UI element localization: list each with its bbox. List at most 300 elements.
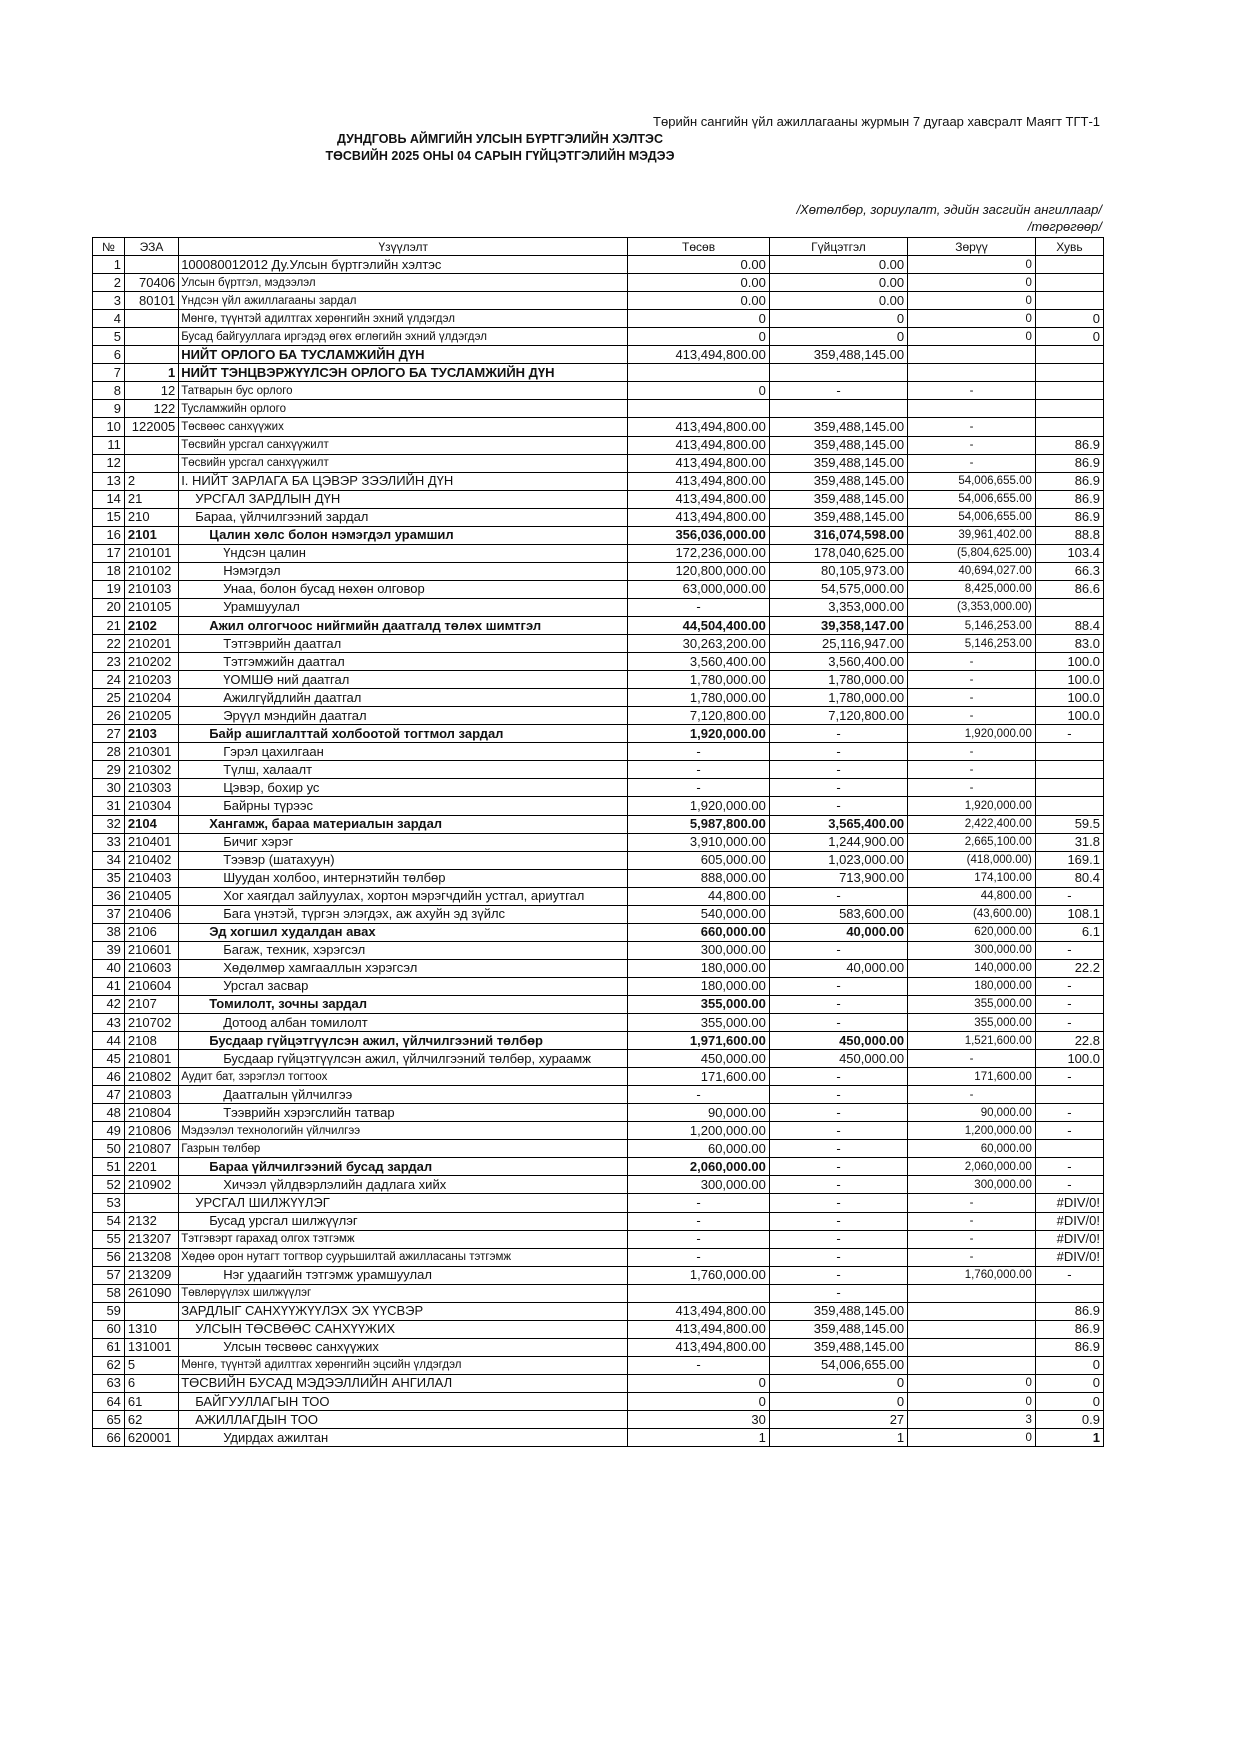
row-percent: 22.8	[1035, 1032, 1103, 1050]
row-number: 47	[93, 1086, 125, 1104]
row-budget: -	[628, 1230, 770, 1248]
row-budget: 3,910,000.00	[628, 833, 770, 851]
row-actual	[769, 364, 907, 382]
row-budget: 355,000.00	[628, 995, 770, 1013]
row-eza-code: 210	[124, 508, 178, 526]
row-difference: 54,006,655.00	[908, 490, 1036, 508]
table-row	[93, 328, 1104, 346]
table-row	[93, 598, 1104, 616]
row-number: 40	[93, 959, 125, 977]
table-row	[93, 671, 1104, 689]
table-row	[93, 761, 1104, 779]
row-number: 5	[93, 328, 125, 346]
row-percent: 83.0	[1035, 635, 1103, 653]
document-title: ДУНДГОВЬ АЙМГИЙН УЛСЫН БҮРТГЭЛИЙН ХЭЛТЭС	[337, 132, 663, 146]
row-indicator: УРСГАЛ ШИЛЖҮҮЛЭГ	[179, 1194, 628, 1212]
table-row	[93, 1068, 1104, 1086]
row-indicator: Ажилгүйдлийн даатгал	[179, 689, 628, 707]
row-budget: 30,263,200.00	[628, 635, 770, 653]
row-indicator: I. НИЙТ ЗАРЛАГА БА ЦЭВЭР ЗЭЭЛИЙН ДҮН	[179, 472, 628, 490]
row-number: 60	[93, 1320, 125, 1338]
row-indicator: Бусад урсгал шилжүүлэг	[179, 1212, 628, 1230]
document-subtitle: ТӨСВИЙН 2025 ОНЫ 04 САРЫН ГҮЙЦЭТГЭЛИЙН МЭДЭЭ	[325, 149, 675, 163]
row-percent: 80.4	[1035, 869, 1103, 887]
row-percent: 100.0	[1035, 671, 1103, 689]
table-row	[93, 1122, 1104, 1140]
row-eza-code: 80101	[124, 292, 178, 310]
row-indicator: Унаа, болон бусад нөхөн олговор	[179, 580, 628, 598]
table-row	[93, 743, 1104, 761]
row-percent: 100.0	[1035, 689, 1103, 707]
row-difference	[908, 1284, 1036, 1302]
row-actual: 1,023,000.00	[769, 851, 907, 869]
row-difference: -	[908, 382, 1036, 400]
row-eza-code: 210405	[124, 887, 178, 905]
row-number: 38	[93, 923, 125, 941]
row-eza-code: 210804	[124, 1104, 178, 1122]
row-number: 20	[93, 598, 125, 616]
row-percent: -	[1035, 995, 1103, 1013]
table-row	[93, 995, 1104, 1013]
row-eza-code: 210806	[124, 1122, 178, 1140]
row-eza-code: 61	[124, 1393, 178, 1411]
row-budget: 413,494,800.00	[628, 508, 770, 526]
row-actual: 0	[769, 328, 907, 346]
row-eza-code: 131001	[124, 1338, 178, 1356]
table-row	[93, 1266, 1104, 1284]
row-budget: 540,000.00	[628, 905, 770, 923]
row-actual: -	[769, 1122, 907, 1140]
row-actual: 359,488,145.00	[769, 1338, 907, 1356]
row-number: 12	[93, 454, 125, 472]
row-actual: 80,105,973.00	[769, 562, 907, 580]
row-number: 58	[93, 1284, 125, 1302]
table-row	[93, 1302, 1104, 1320]
row-eza-code: 210205	[124, 707, 178, 725]
row-actual: -	[769, 743, 907, 761]
row-difference: -	[908, 1212, 1036, 1230]
row-indicator: Газрын төлбөр	[179, 1140, 628, 1158]
row-budget: 7,120,800.00	[628, 707, 770, 725]
row-budget: 1	[628, 1429, 770, 1447]
row-indicator: ЗАРДЛЫГ САНХҮҮЖҮҮЛЭХ ЭХ ҮҮСВЭР	[179, 1302, 628, 1320]
row-budget: -	[628, 1212, 770, 1230]
row-indicator: Нэг удаагийн тэтгэмж урамшуулал	[179, 1266, 628, 1284]
row-number: 7	[93, 364, 125, 382]
table-row	[93, 1411, 1104, 1429]
row-budget	[628, 400, 770, 418]
row-number: 28	[93, 743, 125, 761]
table-row	[93, 310, 1104, 328]
table-row	[93, 833, 1104, 851]
row-budget: 413,494,800.00	[628, 454, 770, 472]
row-budget: -	[628, 1086, 770, 1104]
row-difference: 5,146,253.00	[908, 616, 1036, 634]
row-eza-code: 2107	[124, 995, 178, 1013]
row-indicator: Цалин хөлс болон нэмэгдэл урамшил	[179, 526, 628, 544]
row-indicator: Эрүүл мэндийн даатгал	[179, 707, 628, 725]
row-actual: -	[769, 995, 907, 1013]
row-indicator: Төвлөрүүлэх шилжүүлэг	[179, 1284, 628, 1302]
row-actual: -	[769, 1212, 907, 1230]
row-indicator: Мөнгө, түүнтэй адилтгах хөрөнгийн эцсийн үлдэгдэл	[179, 1356, 628, 1374]
row-actual: 40,000.00	[769, 959, 907, 977]
col-header-budget: Төсөв	[628, 238, 770, 256]
row-actual: -	[769, 382, 907, 400]
row-percent	[1035, 1086, 1103, 1104]
row-actual: -	[769, 1014, 907, 1032]
table-row	[93, 1248, 1104, 1266]
row-eza-code: 210201	[124, 635, 178, 653]
row-percent: 100.0	[1035, 1050, 1103, 1068]
table-row	[93, 1086, 1104, 1104]
row-eza-code: 210202	[124, 653, 178, 671]
row-indicator: Тээвэр (шатахуун)	[179, 851, 628, 869]
row-eza-code: 210801	[124, 1050, 178, 1068]
row-actual: 713,900.00	[769, 869, 907, 887]
row-actual: 316,074,598.00	[769, 526, 907, 544]
row-number: 43	[93, 1014, 125, 1032]
row-budget: 413,494,800.00	[628, 418, 770, 436]
row-budget: 1,780,000.00	[628, 689, 770, 707]
table-row	[93, 887, 1104, 905]
row-number: 14	[93, 490, 125, 508]
row-difference: 0	[908, 274, 1036, 292]
row-budget: 356,036,000.00	[628, 526, 770, 544]
row-difference	[908, 1338, 1036, 1356]
row-difference: -	[908, 689, 1036, 707]
row-actual: -	[769, 1086, 907, 1104]
table-row	[93, 562, 1104, 580]
row-number: 17	[93, 544, 125, 562]
row-budget: 413,494,800.00	[628, 436, 770, 454]
row-percent: -	[1035, 1014, 1103, 1032]
budget-table	[92, 237, 1104, 1447]
table-row	[93, 869, 1104, 887]
row-difference: -	[908, 1230, 1036, 1248]
row-budget: -	[628, 743, 770, 761]
row-difference: 90,000.00	[908, 1104, 1036, 1122]
table-row	[93, 1338, 1104, 1356]
row-eza-code: 2201	[124, 1158, 178, 1176]
row-percent: 86.9	[1035, 1338, 1103, 1356]
row-difference: 3	[908, 1411, 1036, 1429]
row-indicator: Урамшуулал	[179, 598, 628, 616]
row-percent: 0	[1035, 1356, 1103, 1374]
row-percent	[1035, 761, 1103, 779]
row-number: 50	[93, 1140, 125, 1158]
row-number: 22	[93, 635, 125, 653]
row-number: 6	[93, 346, 125, 364]
row-actual: -	[769, 1068, 907, 1086]
row-percent	[1035, 292, 1103, 310]
row-difference	[908, 400, 1036, 418]
row-eza-code: 62	[124, 1411, 178, 1429]
row-difference: 1,200,000.00	[908, 1122, 1036, 1140]
row-difference: 174,100.00	[908, 869, 1036, 887]
row-actual: 1,244,900.00	[769, 833, 907, 851]
row-percent: -	[1035, 1068, 1103, 1086]
row-actual: 0.00	[769, 256, 907, 274]
row-percent: -	[1035, 1176, 1103, 1194]
row-indicator: 100080012012 Ду.Улсын бүртгэлийн хэлтэс	[179, 256, 628, 274]
row-budget: 90,000.00	[628, 1104, 770, 1122]
row-budget: 660,000.00	[628, 923, 770, 941]
table-row	[93, 508, 1104, 526]
row-number: 54	[93, 1212, 125, 1230]
row-percent: 88.4	[1035, 616, 1103, 634]
row-actual: -	[769, 1104, 907, 1122]
row-percent: 0	[1035, 1374, 1103, 1392]
row-number: 51	[93, 1158, 125, 1176]
row-budget: 180,000.00	[628, 959, 770, 977]
row-actual: -	[769, 761, 907, 779]
row-budget: -	[628, 1194, 770, 1212]
table-row	[93, 977, 1104, 995]
row-eza-code: 210102	[124, 562, 178, 580]
row-indicator: Тусламжийн орлого	[179, 400, 628, 418]
row-indicator: Томилолт, зочны зардал	[179, 995, 628, 1013]
row-percent: -	[1035, 887, 1103, 905]
row-eza-code: 5	[124, 1356, 178, 1374]
row-indicator: НИЙТ ТЭНЦВЭРЖҮҮЛСЭН ОРЛОГО БА ТУСЛАМЖИЙН ДҮН	[179, 364, 628, 382]
row-indicator: Гэрэл цахилгаан	[179, 743, 628, 761]
table-row	[93, 707, 1104, 725]
row-difference: 0	[908, 256, 1036, 274]
row-eza-code: 210204	[124, 689, 178, 707]
table-row	[93, 1284, 1104, 1302]
row-actual: -	[769, 1284, 907, 1302]
col-header-eza: ЭЗА	[124, 238, 178, 256]
row-difference: 44,800.00	[908, 887, 1036, 905]
table-row	[93, 1104, 1104, 1122]
row-percent: #DIV/0!	[1035, 1230, 1103, 1248]
row-eza-code: 210807	[124, 1140, 178, 1158]
table-row	[93, 1393, 1104, 1411]
table-row	[93, 1158, 1104, 1176]
row-number: 46	[93, 1068, 125, 1086]
row-difference	[908, 346, 1036, 364]
row-indicator: Татварын бус орлого	[179, 382, 628, 400]
row-eza-code	[124, 436, 178, 454]
row-percent	[1035, 779, 1103, 797]
row-indicator: Үндсэн цалин	[179, 544, 628, 562]
row-budget: -	[628, 1248, 770, 1266]
row-budget: 413,494,800.00	[628, 490, 770, 508]
row-difference: -	[908, 1086, 1036, 1104]
row-actual: 3,560,400.00	[769, 653, 907, 671]
row-number: 31	[93, 797, 125, 815]
row-eza-code: 2101	[124, 526, 178, 544]
row-number: 26	[93, 707, 125, 725]
row-budget: 171,600.00	[628, 1068, 770, 1086]
table-row	[93, 454, 1104, 472]
row-number: 44	[93, 1032, 125, 1050]
row-actual: 40,000.00	[769, 923, 907, 941]
table-row	[93, 1140, 1104, 1158]
row-budget: 450,000.00	[628, 1050, 770, 1068]
row-budget: 888,000.00	[628, 869, 770, 887]
row-percent: 1	[1035, 1429, 1103, 1447]
row-difference: 0	[908, 310, 1036, 328]
table-row	[93, 292, 1104, 310]
table-row	[93, 274, 1104, 292]
row-number: 59	[93, 1302, 125, 1320]
row-difference: -	[908, 653, 1036, 671]
row-budget: 355,000.00	[628, 1014, 770, 1032]
row-actual: 54,006,655.00	[769, 1356, 907, 1374]
row-eza-code: 2106	[124, 923, 178, 941]
row-budget: 0	[628, 382, 770, 400]
row-difference: 1,760,000.00	[908, 1266, 1036, 1284]
row-percent: 86.9	[1035, 1302, 1103, 1320]
table-row	[93, 1032, 1104, 1050]
row-percent	[1035, 797, 1103, 815]
row-indicator: Тээврийн хэрэгслийн татвар	[179, 1104, 628, 1122]
col-header-actual: Гүйцэтгэл	[769, 238, 907, 256]
row-indicator: Үндсэн үйл ажиллагааны зардал	[179, 292, 628, 310]
row-budget: 300,000.00	[628, 1176, 770, 1194]
row-eza-code: 210702	[124, 1014, 178, 1032]
row-indicator: Улсын төсвөөс санхүүжих	[179, 1338, 628, 1356]
row-budget: 0	[628, 328, 770, 346]
table-row	[93, 472, 1104, 490]
table-row	[93, 1320, 1104, 1338]
row-actual: -	[769, 1230, 907, 1248]
row-eza-code: 210401	[124, 833, 178, 851]
row-difference: 180,000.00	[908, 977, 1036, 995]
row-eza-code: 210302	[124, 761, 178, 779]
row-difference: (43,600.00)	[908, 905, 1036, 923]
row-number: 10	[93, 418, 125, 436]
row-difference: -	[908, 779, 1036, 797]
row-difference: 2,422,400.00	[908, 815, 1036, 833]
row-indicator: Мэдээлэл технологийн үйлчилгээ	[179, 1122, 628, 1140]
row-difference: 300,000.00	[908, 1176, 1036, 1194]
row-indicator: Тэтгэмжийн даатгал	[179, 653, 628, 671]
table-row	[93, 580, 1104, 598]
table-row	[93, 1050, 1104, 1068]
row-budget: 63,000,000.00	[628, 580, 770, 598]
row-percent: 66.3	[1035, 562, 1103, 580]
row-number: 42	[93, 995, 125, 1013]
row-eza-code: 210304	[124, 797, 178, 815]
row-number: 30	[93, 779, 125, 797]
table-row	[93, 905, 1104, 923]
row-eza-code	[124, 1302, 178, 1320]
table-row	[93, 400, 1104, 418]
row-eza-code: 2104	[124, 815, 178, 833]
row-indicator: УРСГАЛ ЗАРДЛЫН ДҮН	[179, 490, 628, 508]
row-number: 3	[93, 292, 125, 310]
row-percent: 86.9	[1035, 1320, 1103, 1338]
row-indicator: Бусдаар гүйцэтгүүлсэн ажил, үйлчилгээний төлбөр, хураамж	[179, 1050, 628, 1068]
row-eza-code: 21	[124, 490, 178, 508]
row-number: 63	[93, 1374, 125, 1392]
row-budget: 413,494,800.00	[628, 346, 770, 364]
row-percent: #DIV/0!	[1035, 1194, 1103, 1212]
row-actual: 1,780,000.00	[769, 671, 907, 689]
row-number: 35	[93, 869, 125, 887]
table-row	[93, 725, 1104, 743]
row-indicator: Бичиг хэрэг	[179, 833, 628, 851]
row-difference: (3,353,000.00)	[908, 598, 1036, 616]
row-difference: 1,920,000.00	[908, 725, 1036, 743]
row-difference: 300,000.00	[908, 941, 1036, 959]
row-number: 45	[93, 1050, 125, 1068]
row-number: 56	[93, 1248, 125, 1266]
row-eza-code: 2108	[124, 1032, 178, 1050]
row-eza-code: 2102	[124, 616, 178, 634]
row-eza-code: 6	[124, 1374, 178, 1392]
row-indicator: Хичээл үйлдвэрлэлийн дадлага хийх	[179, 1176, 628, 1194]
row-number: 65	[93, 1411, 125, 1429]
row-percent: 22.2	[1035, 959, 1103, 977]
row-actual: 583,600.00	[769, 905, 907, 923]
row-indicator: ҮОМШӨ ний даатгал	[179, 671, 628, 689]
row-percent	[1035, 598, 1103, 616]
row-number: 24	[93, 671, 125, 689]
row-eza-code: 12	[124, 382, 178, 400]
row-percent: 86.6	[1035, 580, 1103, 598]
classification-note: /Хөтөлбөр, зориулалт, эдийн засгийн ангиллаар/	[796, 202, 1102, 217]
row-budget: -	[628, 1356, 770, 1374]
row-indicator: Бараа үйлчилгээний бусад зардал	[179, 1158, 628, 1176]
row-difference: -	[908, 1050, 1036, 1068]
row-difference: -	[908, 454, 1036, 472]
row-difference: 60,000.00	[908, 1140, 1036, 1158]
row-difference: 171,600.00	[908, 1068, 1036, 1086]
row-budget: 0	[628, 310, 770, 328]
row-budget: 413,494,800.00	[628, 472, 770, 490]
table-row	[93, 923, 1104, 941]
row-actual: 359,488,145.00	[769, 1302, 907, 1320]
table-row	[93, 1212, 1104, 1230]
row-number: 13	[93, 472, 125, 490]
row-budget: 1,920,000.00	[628, 725, 770, 743]
row-indicator: Төсвөөс санхүүжих	[179, 418, 628, 436]
row-number: 33	[93, 833, 125, 851]
row-difference: -	[908, 1248, 1036, 1266]
row-indicator: Дотоод албан томилолт	[179, 1014, 628, 1032]
row-budget: 44,800.00	[628, 887, 770, 905]
row-percent: 86.9	[1035, 490, 1103, 508]
table-row	[93, 490, 1104, 508]
row-actual: 39,358,147.00	[769, 616, 907, 634]
row-number: 11	[93, 436, 125, 454]
row-difference: 1,920,000.00	[908, 797, 1036, 815]
table-row	[93, 616, 1104, 634]
row-number: 36	[93, 887, 125, 905]
row-indicator: Даатгалын үйлчилгээ	[179, 1086, 628, 1104]
row-difference: 8,425,000.00	[908, 580, 1036, 598]
row-number: 2	[93, 274, 125, 292]
row-eza-code: 210604	[124, 977, 178, 995]
col-header-no: №	[93, 238, 125, 256]
row-indicator: Шуудан холбоо, интернэтийн төлбөр	[179, 869, 628, 887]
row-percent	[1035, 400, 1103, 418]
row-indicator: Нэмэгдэл	[179, 562, 628, 580]
table-row	[93, 941, 1104, 959]
row-actual: -	[769, 1266, 907, 1284]
row-budget: 30	[628, 1411, 770, 1429]
row-indicator: БАЙГУУЛЛАГЫН ТОО	[179, 1393, 628, 1411]
row-difference: -	[908, 707, 1036, 725]
row-indicator: Хангамж, бараа материалын зардал	[179, 815, 628, 833]
row-indicator: ТӨСВИЙН БУСАД МЭДЭЭЛЛИЙН АНГИЛАЛ	[179, 1374, 628, 1392]
form-reference: Төрийн сангийн үйл ажиллагааны журмын 7 дугаар хавсралт Маягт ТГТ-1	[653, 114, 1100, 129]
row-percent: #DIV/0!	[1035, 1248, 1103, 1266]
